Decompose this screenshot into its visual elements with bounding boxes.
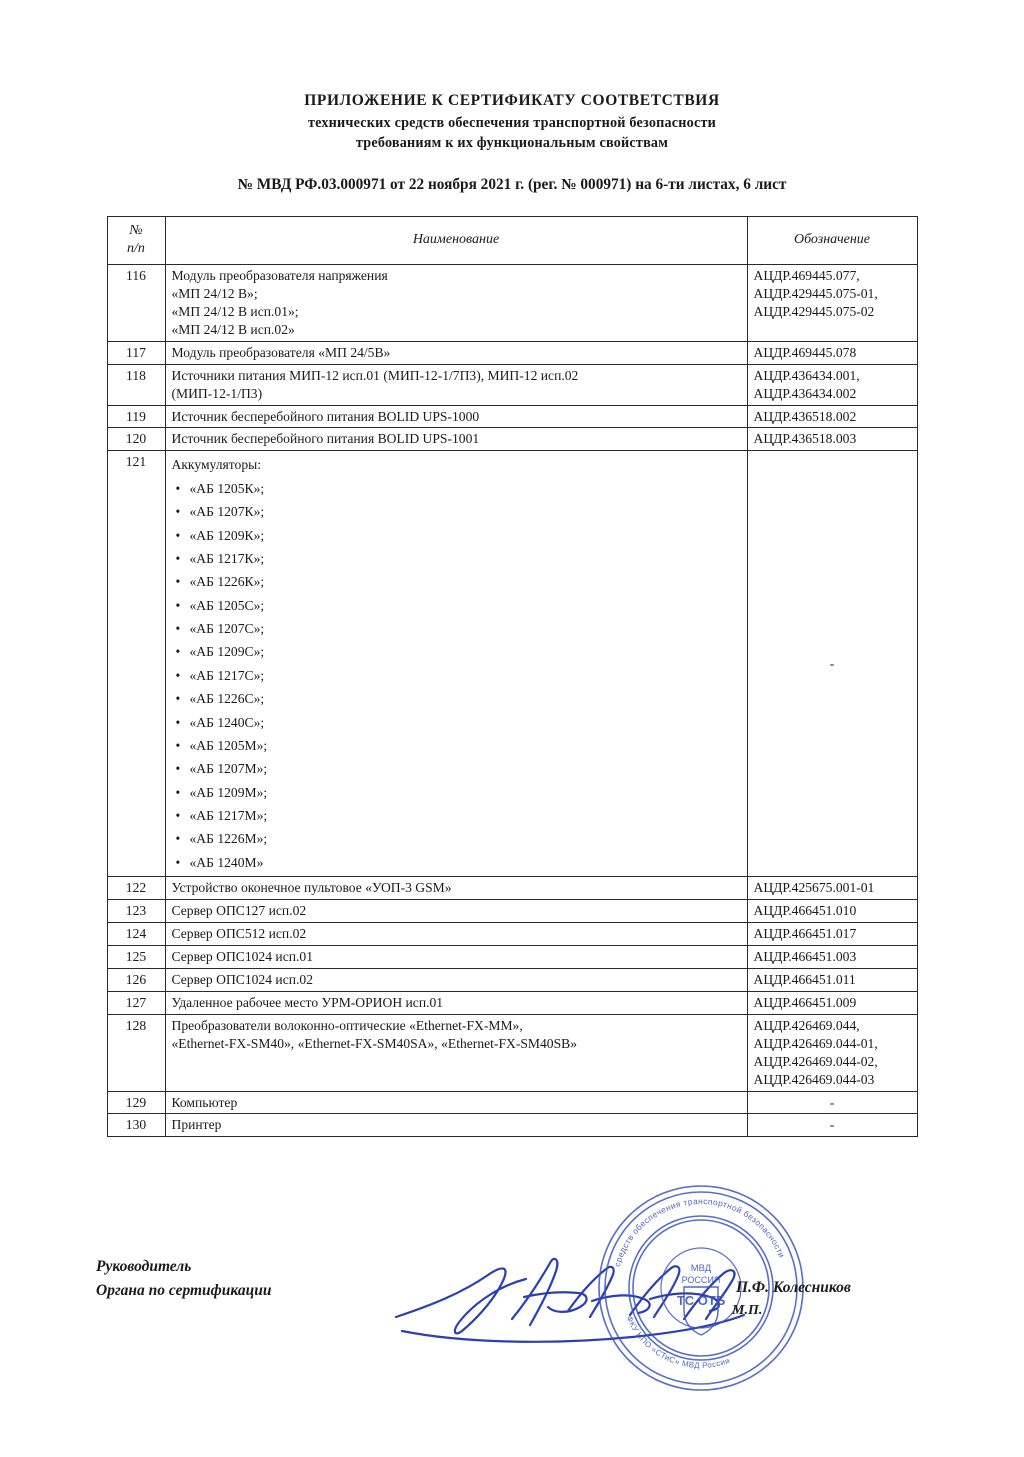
row-code-line: АЦДР.426469.044-02, [753,1053,878,1069]
row-code-line: АЦДР.469445.078 [753,344,857,360]
row-code [747,877,917,900]
table-row [107,1014,917,1091]
list-item: • «АБ 1209С»; [172,640,741,663]
row-name-line: Принтер [171,1117,222,1133]
row-name [165,1014,747,1091]
table-header-row [107,217,917,265]
row-number: 119 [107,405,165,428]
equipment-table [107,216,918,1137]
list-item: • «АБ 1240М» [172,851,741,874]
row-name-line: (МИП-12-1/П3) [171,385,263,401]
list-item: • «АБ 1207С»; [172,617,741,640]
column-header-number-bottom: п/п [127,241,145,257]
row-code [747,945,917,968]
row-number: 121 [107,451,165,877]
row-code-line: АЦДР.429445.075-01, [753,285,878,301]
row-name-line: Сервер ОПС127 исп.02 [171,903,307,919]
table-row [107,877,917,900]
row-code-line: АЦДР.466451.011 [753,971,856,987]
seal-inner-line2: РОССИЯ [681,1275,721,1285]
row-code-line: АЦДР.426469.044-03 [753,1071,875,1087]
row-code-line: - [829,655,835,671]
row-name-line: Сервер ОПС1024 исп.01 [171,948,313,964]
svg-text:ФКУ НПО «СТиС» МВД России [625,1315,731,1370]
table-body [107,264,917,1136]
table-row [107,451,917,877]
table-row [107,991,917,1014]
list-item: • «АБ 1240С»; [172,711,741,734]
row-code [747,364,917,405]
table-row [107,264,917,341]
seal-inner-line1: МВД [690,1263,712,1274]
row-code-line: АЦДР.466451.009 [753,994,857,1010]
table-row [107,923,917,946]
battery-list [172,477,741,874]
row-name-line: «Ethernet-FX-SM40», «Ethernet-FX-SM40SA», «Ethernet-FX-SM40SB» [171,1035,578,1051]
row-code [747,405,917,428]
row-number: 127 [107,991,165,1014]
list-item: • «АБ 1209К»; [172,524,741,547]
row-code-line: АЦДР.466451.010 [753,903,857,919]
row-code [747,428,917,451]
seal-outer-top-text: средств обеспечения транспортной безопасности [611,1195,788,1268]
row-name [165,1114,747,1137]
seal-place-label: М.П. [732,1303,763,1318]
row-number: 122 [107,877,165,900]
seal-outer-bottom-text: ФКУ НПО «СТиС» МВД России [624,1314,732,1371]
signatory-name: П.Ф. Колесников [736,1279,851,1296]
row-code-line: АЦДР.436518.002 [753,408,857,424]
row-number: 126 [107,968,165,991]
row-name [165,451,747,877]
row-code-line: АЦДР.466451.003 [753,948,857,964]
row-code-line: АЦДР.429445.075-02 [753,303,875,319]
row-code [747,264,917,341]
signatory-role [96,1255,376,1303]
row-name [165,923,747,946]
row-code [747,900,917,923]
row-code-line: АЦДР.469445.077, [753,267,860,283]
row-number: 116 [107,264,165,341]
row-code-line: АЦДР.466451.017 [753,926,857,941]
table-row [107,968,917,991]
row-name [165,1091,747,1114]
row-code [747,1091,917,1114]
row-number: 125 [107,945,165,968]
row-number: 117 [107,341,165,364]
header-title-line1: ПРИЛОЖЕНИЕ К СЕРТИФИКАТУ СООТВЕТСТВИЯ [304,92,720,109]
table-row [107,1091,917,1114]
list-item: • «АБ 1217М»; [172,804,741,827]
row-name-line: Компьютер [171,1094,238,1110]
row-number: 129 [107,1091,165,1114]
signatory-role-line2: Органа по сертификации [96,1282,272,1300]
row-name-line: Источник бесперебойного питания BOLID UPS-1001 [171,431,480,447]
table-row [107,364,917,405]
row-name-line: Сервер ОПС512 исп.02 [171,926,307,941]
row-code [747,968,917,991]
column-header-code: Обозначение [747,217,917,265]
row-code-line: АЦДР.436434.002 [753,385,857,401]
signatory-role-line1: Руководитель [96,1258,192,1275]
row-name-line: Источники питания МИП-12 исп.01 (МИП-12-1/7П3), МИП-12 исп.02 [171,367,579,383]
certificate-number-line: № МВД РФ.03.000971 от 22 ноября 2021 г. (рег. № 000971) на 6-ти листах, 6 лист [237,176,787,193]
document-header [96,92,928,152]
row-code [747,451,917,877]
table-row [107,1114,917,1137]
header-title-line3: требованиям к их функциональным свойствам [355,135,669,151]
table-row [107,405,917,428]
row-code-line: АЦДР.436518.003 [753,431,857,447]
row-number: 123 [107,900,165,923]
row-name-line: Источник бесперебойного питания BOLID UPS-1000 [171,408,480,424]
row-code-line: - [829,1117,835,1133]
list-item: • «АБ 1207К»; [172,500,741,523]
list-item: • «АБ 1226С»; [172,687,741,710]
list-item: • «АБ 1226М»; [172,827,741,850]
list-item: • «АБ 1207М»; [172,757,741,780]
header-title-line2: технических средств обеспечения транспортной безопасности [307,115,716,131]
table-row [107,428,917,451]
svg-text:средств обеспечения транспортн [612,1196,787,1268]
row-code [747,1114,917,1137]
row-name [165,364,747,405]
row-number: 118 [107,364,165,405]
row-name [165,991,747,1014]
row-code-line: АЦДР.426469.044-01, [753,1035,878,1051]
row-name-line: «МП 24/12 В исп.02» [171,321,295,337]
row-code [747,341,917,364]
row-name-line: Сервер ОПС1024 исп.02 [171,971,313,987]
list-item: • «АБ 1205М»; [172,734,741,757]
row-number: 128 [107,1014,165,1091]
table-row [107,945,917,968]
row-name-line: Преобразователи волоконно-оптические «Ethernet-FX-MM», [171,1017,523,1033]
row-code-line: АЦДР.426469.044, [753,1017,860,1033]
handwritten-signature-icon [392,1245,752,1355]
table-row [107,900,917,923]
list-item: • «АБ 1217К»; [172,547,741,570]
list-item: • «АБ 1205С»; [172,594,741,617]
row-name-line: «МП 24/12 В»; [171,285,258,301]
row-name [165,877,747,900]
row-name-line: Устройство оконечное пультовое «УОП-3 GSM» [171,880,452,896]
row-name-line: Модуль преобразователя напряжения [171,267,388,283]
row-code [747,1014,917,1091]
list-item: • «АБ 1205К»; [172,477,741,500]
row-code-line: - [829,1094,835,1110]
row-code [747,991,917,1014]
column-header-number-top: № [129,223,143,238]
row-name-line: «МП 24/12 В исп.01»; [171,303,299,319]
row-code-line: АЦДР.425675.001-01 [753,880,875,896]
row-name-line: Удаленное рабочее место УРМ-ОРИОН исп.01 [171,994,444,1010]
row-name [165,428,747,451]
list-item: • «АБ 1209М»; [172,781,741,804]
list-item: • «АБ 1226К»; [172,570,741,593]
row-name [165,968,747,991]
row-name [165,900,747,923]
seal-inner-line3: ТС ОТБ [676,1293,726,1308]
row-name [165,945,747,968]
row-name [165,264,747,341]
row-name [165,405,747,428]
battery-list-title: Аккумуляторы: [171,457,262,473]
column-header-number [107,217,165,265]
table-row [107,341,917,364]
list-item: • «АБ 1217С»; [172,664,741,687]
signature-block [96,1195,928,1415]
row-number: 130 [107,1114,165,1137]
row-number: 120 [107,428,165,451]
row-name-line: Модуль преобразователя «МП 24/5В» [171,344,391,360]
row-code-line: АЦДР.436434.001, [753,367,860,383]
row-code [747,923,917,946]
row-number: 124 [107,923,165,946]
column-header-name: Наименование [165,217,747,265]
row-name [165,341,747,364]
